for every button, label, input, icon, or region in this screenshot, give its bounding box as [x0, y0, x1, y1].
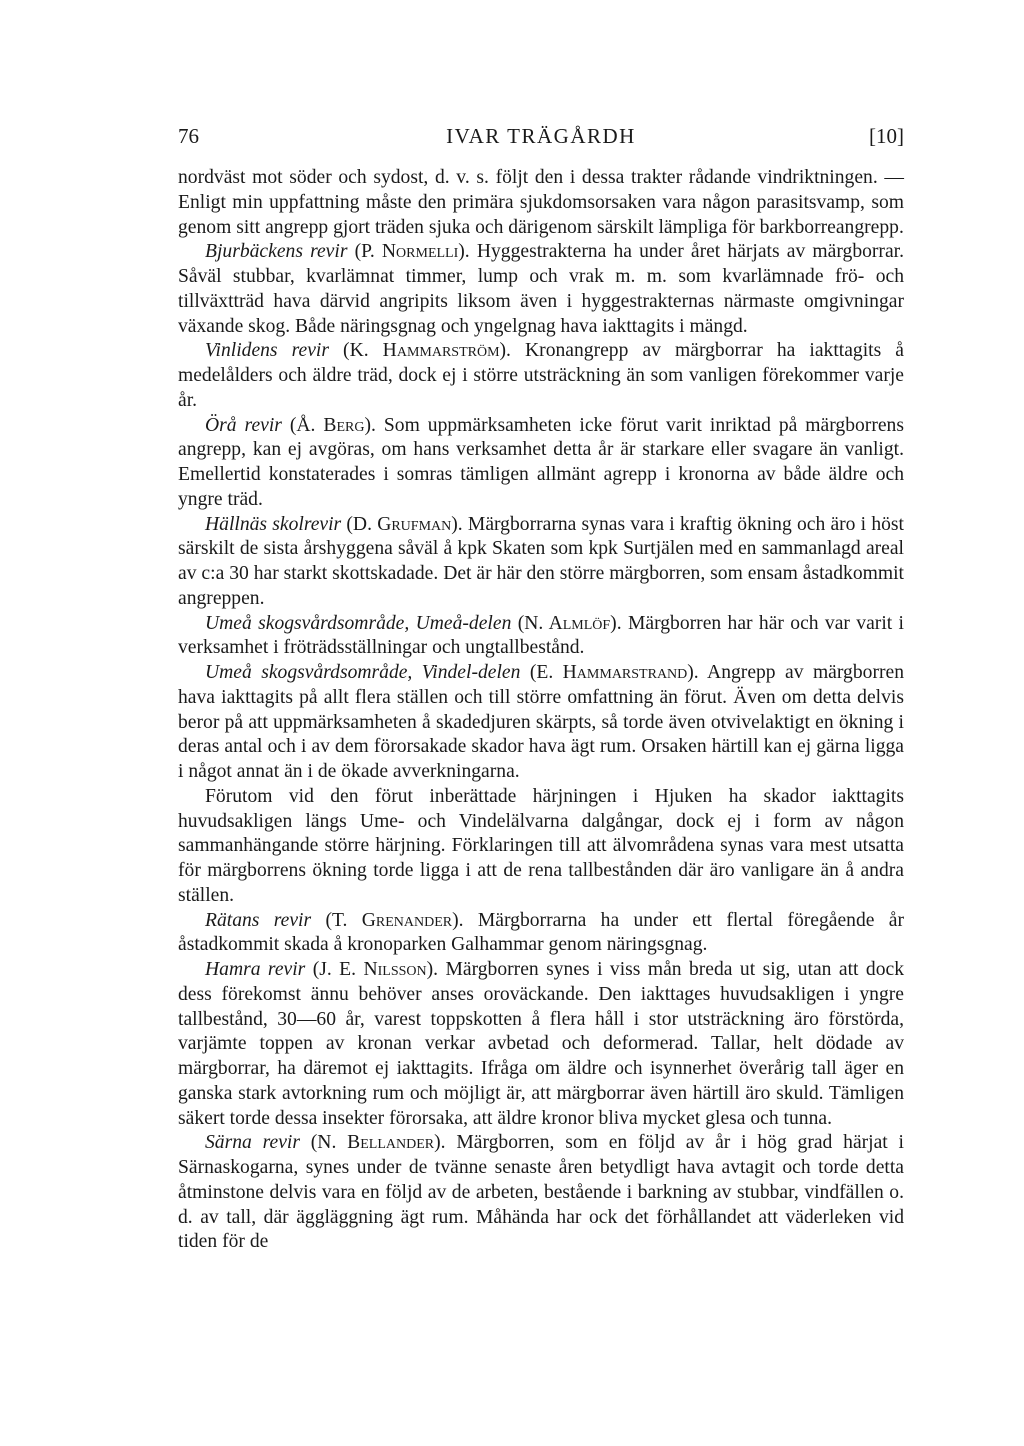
paragraph: Vinlidens revir (K. Hammarström). Kronangrepp av märgborrar ha iakttagits å medelålders och äldre träd, dock ej i större utsträckning än som vanligen förekommer varje år.: [178, 340, 904, 411]
page-number: 76: [178, 124, 199, 148]
observer-name: (P. Normelli).: [354, 241, 470, 263]
place-name: Rätans revir: [205, 909, 312, 931]
paragraph: Förutom vid den förut inberättade härjningen i Hjuken ha skador iakttagits huvudsakligen längs Ume- och Vindelälvarna dalgångar, dock ej i form av någon sammanhängande större härjning. Förklaringen till att älvområdena synas vara mest utsatta för märgborrens ökning torde ligga i att de rena tallbestånden där äro vanligare än å andra ställen.: [178, 785, 904, 906]
body-text: [178, 166, 904, 1255]
place-name: Umeå skogsvårdsområde, Vindel-delen: [205, 662, 521, 683]
section-number: [10]: [869, 124, 904, 148]
place-name: Umeå skogsvårdsområde, Umeå-delen: [205, 612, 512, 634]
observer-name: (Å. Berg).: [289, 414, 376, 436]
running-header: [178, 124, 904, 156]
place-name: Bjurbäckens revir: [205, 241, 348, 263]
place-name: Hällnäs skolrevir: [205, 513, 342, 535]
paragraph: nordväst mot söder och sydost, d. v. s. följt den i dessa trakter rådande vindriktningen. — Enligt min uppfattning måste den primära sjukdomsorsaken vara någon parasitsvamp, som genom sitt angrepp gjort träden sjuka och därigenom särskilt lämpliga för barkborreangrepp.: [178, 167, 904, 238]
observer-name: (J. E. Nilsson).: [312, 959, 439, 980]
paragraph: Bjurbäckens revir (P. Normelli). Hyggestrakterna ha under året härjats av märgborrar. Såväl stubbar, kvarlämnat timmer, lump och vrak m. m. som kvarlämnade frö- och tillväxtträd hava därvid angripits liksom även i hyggestrakternas närmaste omgivningar växande skog. Både näringsgnag och yngelgnag hava iakttagits i mängd.: [178, 241, 904, 337]
paragraph: Hamra revir (J. E. Nilsson). Märgborren synes i viss mån breda ut sig, utan att dock dess förekomst ännu behöver anses oroväckande. Den iakttages huvudsakligen i yngre tallbestånd, 30—60 år, varest toppskotten å flera håll i stor utsträckning äro förstörda, varjämte toppen av kronan verkar avbetad och deformerad. Tallar, helt dödade av märgborrar, ha däremot ej iakttagits. Ifråga om äldre och isynnerhet överårig tall äger en ganska stark avtorkning rum och möjligt är, att märgborrar även härtill äro skuld. Tämligen säkert torde dessa insekter förorsaka, att äldre kronor bliva mycket glesa och tunna.: [178, 959, 904, 1129]
place-name: Hamra revir: [205, 959, 306, 980]
place-name: Vinlidens revir: [205, 340, 329, 362]
observer-name: (T. Grenander).: [325, 909, 464, 931]
paragraph: Örå revir (Å. Berg). Som uppmärksamheten icke förut varit inriktad på märgborrens angrepp, kan ej avgöras, om hans verksamhet detta år är starkare eller svagare än vanligt. Emellertid konstaterades i somras tämligen allmänt agrepp i kronorna av både äldre och yngre träd.: [178, 414, 904, 510]
observer-name: (N. Bellander).: [310, 1132, 446, 1154]
observer-name: (D. Grufman).: [346, 513, 463, 535]
observer-name: (E. Hammarstrand).: [529, 662, 699, 683]
observer-name: (K. Hammarström).: [343, 340, 511, 362]
paragraph: Umeå skogsvårdsområde, Umeå-delen (N. Almlöf). Märgborren har här och var varit i verksamhet i fröträdsställningar och ungtallbestånd.: [178, 612, 904, 659]
running-title: IVAR TRÄGÅRDH: [446, 124, 636, 148]
observer-name: (N. Almlöf).: [517, 612, 622, 634]
paragraph: Särna revir (N. Bellander). Märgborren, som en följd av år i hög grad härjat i Särnaskogarna, synes under de tvänne senaste åren betydligt hava avtagit och torde detta åtminstone delvis vara en följd av de arbeten, bestående i barkning av stubbar, vindfällen o. d. av tall, där äggläggning ägt rum. Måhända har ock det förhållandet att väderleken vid tiden för de: [178, 1132, 904, 1253]
paragraph: Rätans revir (T. Grenander). Märgborrarna ha under ett flertal föregående år åstadkommit skada å kronoparken Galhammar genom näringsgnag.: [178, 909, 905, 956]
place-name: Särna revir: [205, 1132, 300, 1154]
paragraph: Hällnäs skolrevir (D. Grufman). Märgborrarna synas vara i kraftig ökning och äro i höst särskilt de sista årshyggena såväl å kpk Skaten som kpk Surtjälen med en sammanlagd areal av c:a 30 har starkt skottskadade. Det är här den större märgborren, som ensam åstadkommit angreppen.: [178, 513, 904, 609]
paragraph: Umeå skogsvårdsområde, Vindel-delen (E. Hammarstrand). Angrepp av märgborren hava iakttagits på allt flera ställen och till större omfattning än förut. Även om detta delvis beror på att uppmärksamheten å skadedjuren skärpts, så torde även otvivelaktigt en ökning i deras antal och i av dem förorsakade skador hava ägt rum. Orsaken härtill kan ej gärna ligga i något annat än i de ökade avverkningarna.: [178, 662, 904, 782]
place-name: Örå revir: [205, 414, 282, 436]
